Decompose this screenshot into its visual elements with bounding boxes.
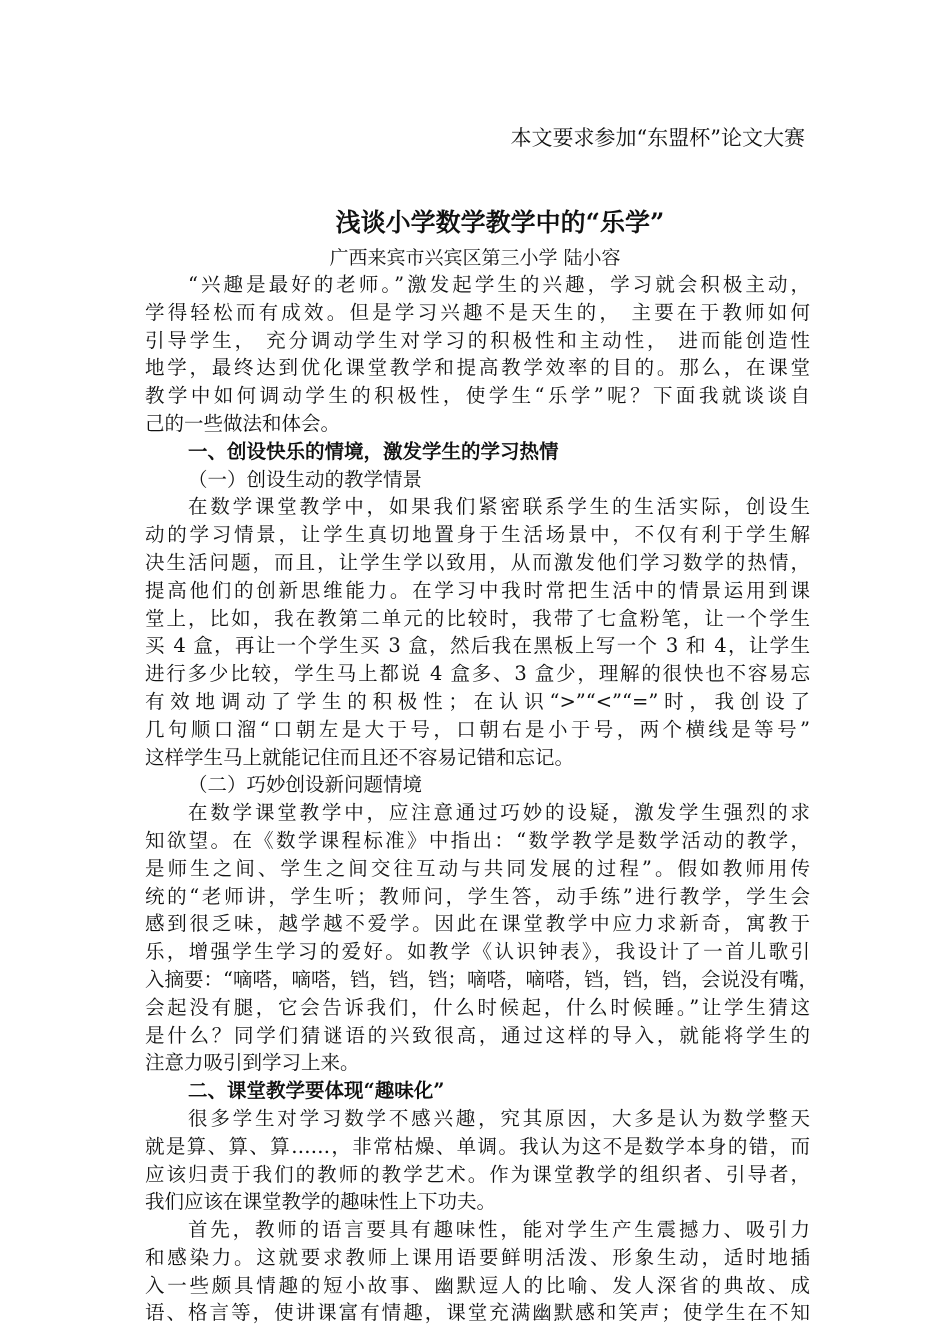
body-line: 教学中如何调动学生的积极性，使学生“乐学”呢？下面我就谈谈自 xyxy=(145,384,810,408)
body-line: 注意力吸引到学习上来。 xyxy=(145,1051,360,1075)
body-line: 入一些颇具情趣的短小故事、幽默逗人的比喻、发人深省的典故、成 xyxy=(145,1273,810,1297)
body-line: 决生活问题，而且，让学生学以致用，从而激发他们学习数学的热情， xyxy=(145,550,810,574)
body-line: 感到很乏味，越学越不爱学。因此在课堂教学中应力求新奇，寓教于 xyxy=(145,912,810,936)
body-line: 在数学课堂教学中，应注意通过巧妙的设疑，激发学生强烈的求 xyxy=(188,801,810,825)
body-line: 引导学生， 充分调动学生对学习的积极性和主动性， 进而能创造性 xyxy=(145,328,810,352)
paper-body xyxy=(145,271,818,1327)
body-line: 进行多少比较，学生马上都说 4 盒多、3 盒少，理解的很快也不容易忘 xyxy=(145,662,810,686)
body-line: 首先，教师的语言要具有趣味性，能对学生产生震撼力、吸引力 xyxy=(188,1218,810,1242)
body-line: 这样学生马上就能记住而且还不容易记错和忘记。 xyxy=(145,745,575,769)
body-line: 提高他们的创新思维能力。在学习中我时常把生活中的情景运用到课 xyxy=(145,578,810,602)
section-heading: 二、课堂教学要体现“趣味化” xyxy=(188,1079,445,1103)
body-line: 很多学生对学习数学不感兴趣，究其原因，大多是认为数学整天 xyxy=(188,1106,810,1130)
body-line: 是师生之间、学生之间交往互动与共同发展的过程”。假如教师用传 xyxy=(145,856,810,880)
body-line: 我们应该在课堂教学的趣味性上下功夫。 xyxy=(145,1190,497,1214)
body-line: 己的一些做法和体会。 xyxy=(145,411,341,435)
body-line: 学得轻松而有成效。但是学习兴趣不是天生的， 主要在于教师如何 xyxy=(145,300,810,324)
body-line: 在数学课堂教学中，如果我们紧密联系学生的生活实际，创设生 xyxy=(188,495,810,519)
body-line: 统的“老师讲，学生听；教师问，学生答，动手练”进行教学，学生会 xyxy=(145,884,810,908)
body-line: 知欲望。在《数学课程标准》中指出：“数学教学是数学活动的教学， xyxy=(145,828,810,852)
body-line: 入摘要：“嘀嗒，嘀嗒，铛，铛，铛；嘀嗒，嘀嗒，铛，铛，铛，会说没有嘴， xyxy=(145,967,818,991)
body-line: 是什么？同学们猜谜语的兴致很高，通过这样的导入，就能将学生的 xyxy=(145,1023,810,1047)
body-line: 地学，最终达到优化课堂教学和提高教学效率的目的。那么，在课堂 xyxy=(145,356,810,380)
body-line: 乐，增强学生学习的爱好。如教学《认识钟表》，我设计了一首儿歌引 xyxy=(145,940,810,964)
body-line: “兴趣是最好的老师。”激发起学生的兴趣，学习就会积极主动， xyxy=(188,273,810,296)
body-line: 买 4 盒，再让一个学生买 3 盒，然后我在黑板上写一个 3 和 4，让学生 xyxy=(145,634,810,658)
body-line: 几句顺口溜“口朝左是大于号，口朝右是小于号，两个横线是等号” xyxy=(145,717,810,741)
body-line: 就是算、算、算……，非常枯燥、单调。我认为这不是数学本身的错，而 xyxy=(145,1134,810,1158)
section-heading: 一、创设快乐的情境，激发学生的学习热情 xyxy=(188,439,559,463)
body-line: 会起没有腿，它会告诉我们，什么时候起，什么时候睡。”让学生猜这 xyxy=(145,995,810,1019)
body-line: 堂上，比如，我在教第二单元的比较时，我带了七盒粉笔，让一个学生 xyxy=(145,606,810,630)
body-line: 语、格言等，使讲课富有情趣，课堂充满幽默感和笑声；使学生在不知 xyxy=(145,1301,810,1325)
subsection-heading: （二）巧妙创设新问题情境 xyxy=(188,773,423,797)
body-line: 和感染力。这就要求教师上课用语要鲜明活泼、形象生动，适时地插 xyxy=(145,1245,810,1269)
author-line: 广西来宾市兴宾区第三小学 陆小容 xyxy=(329,247,621,269)
body-line: 动的学习情景，让学生真切地置身于生活场景中，不仅有利于学生解 xyxy=(145,523,810,547)
subsection-heading: （一）创设生动的教学情景 xyxy=(188,467,423,491)
body-line: 有效地调动了学生的积极性；在认识“>”“<”“=”时，我创设了 xyxy=(145,689,810,713)
contest-note: 本文要求参加“东盟杯”论文大赛 xyxy=(510,126,805,150)
body-line: 应该归责于我们的教师的教学艺术。作为课堂教学的组织者、引导者， xyxy=(145,1162,810,1186)
paper-title: 浅谈小学数学教学中的“乐学” xyxy=(335,208,665,237)
